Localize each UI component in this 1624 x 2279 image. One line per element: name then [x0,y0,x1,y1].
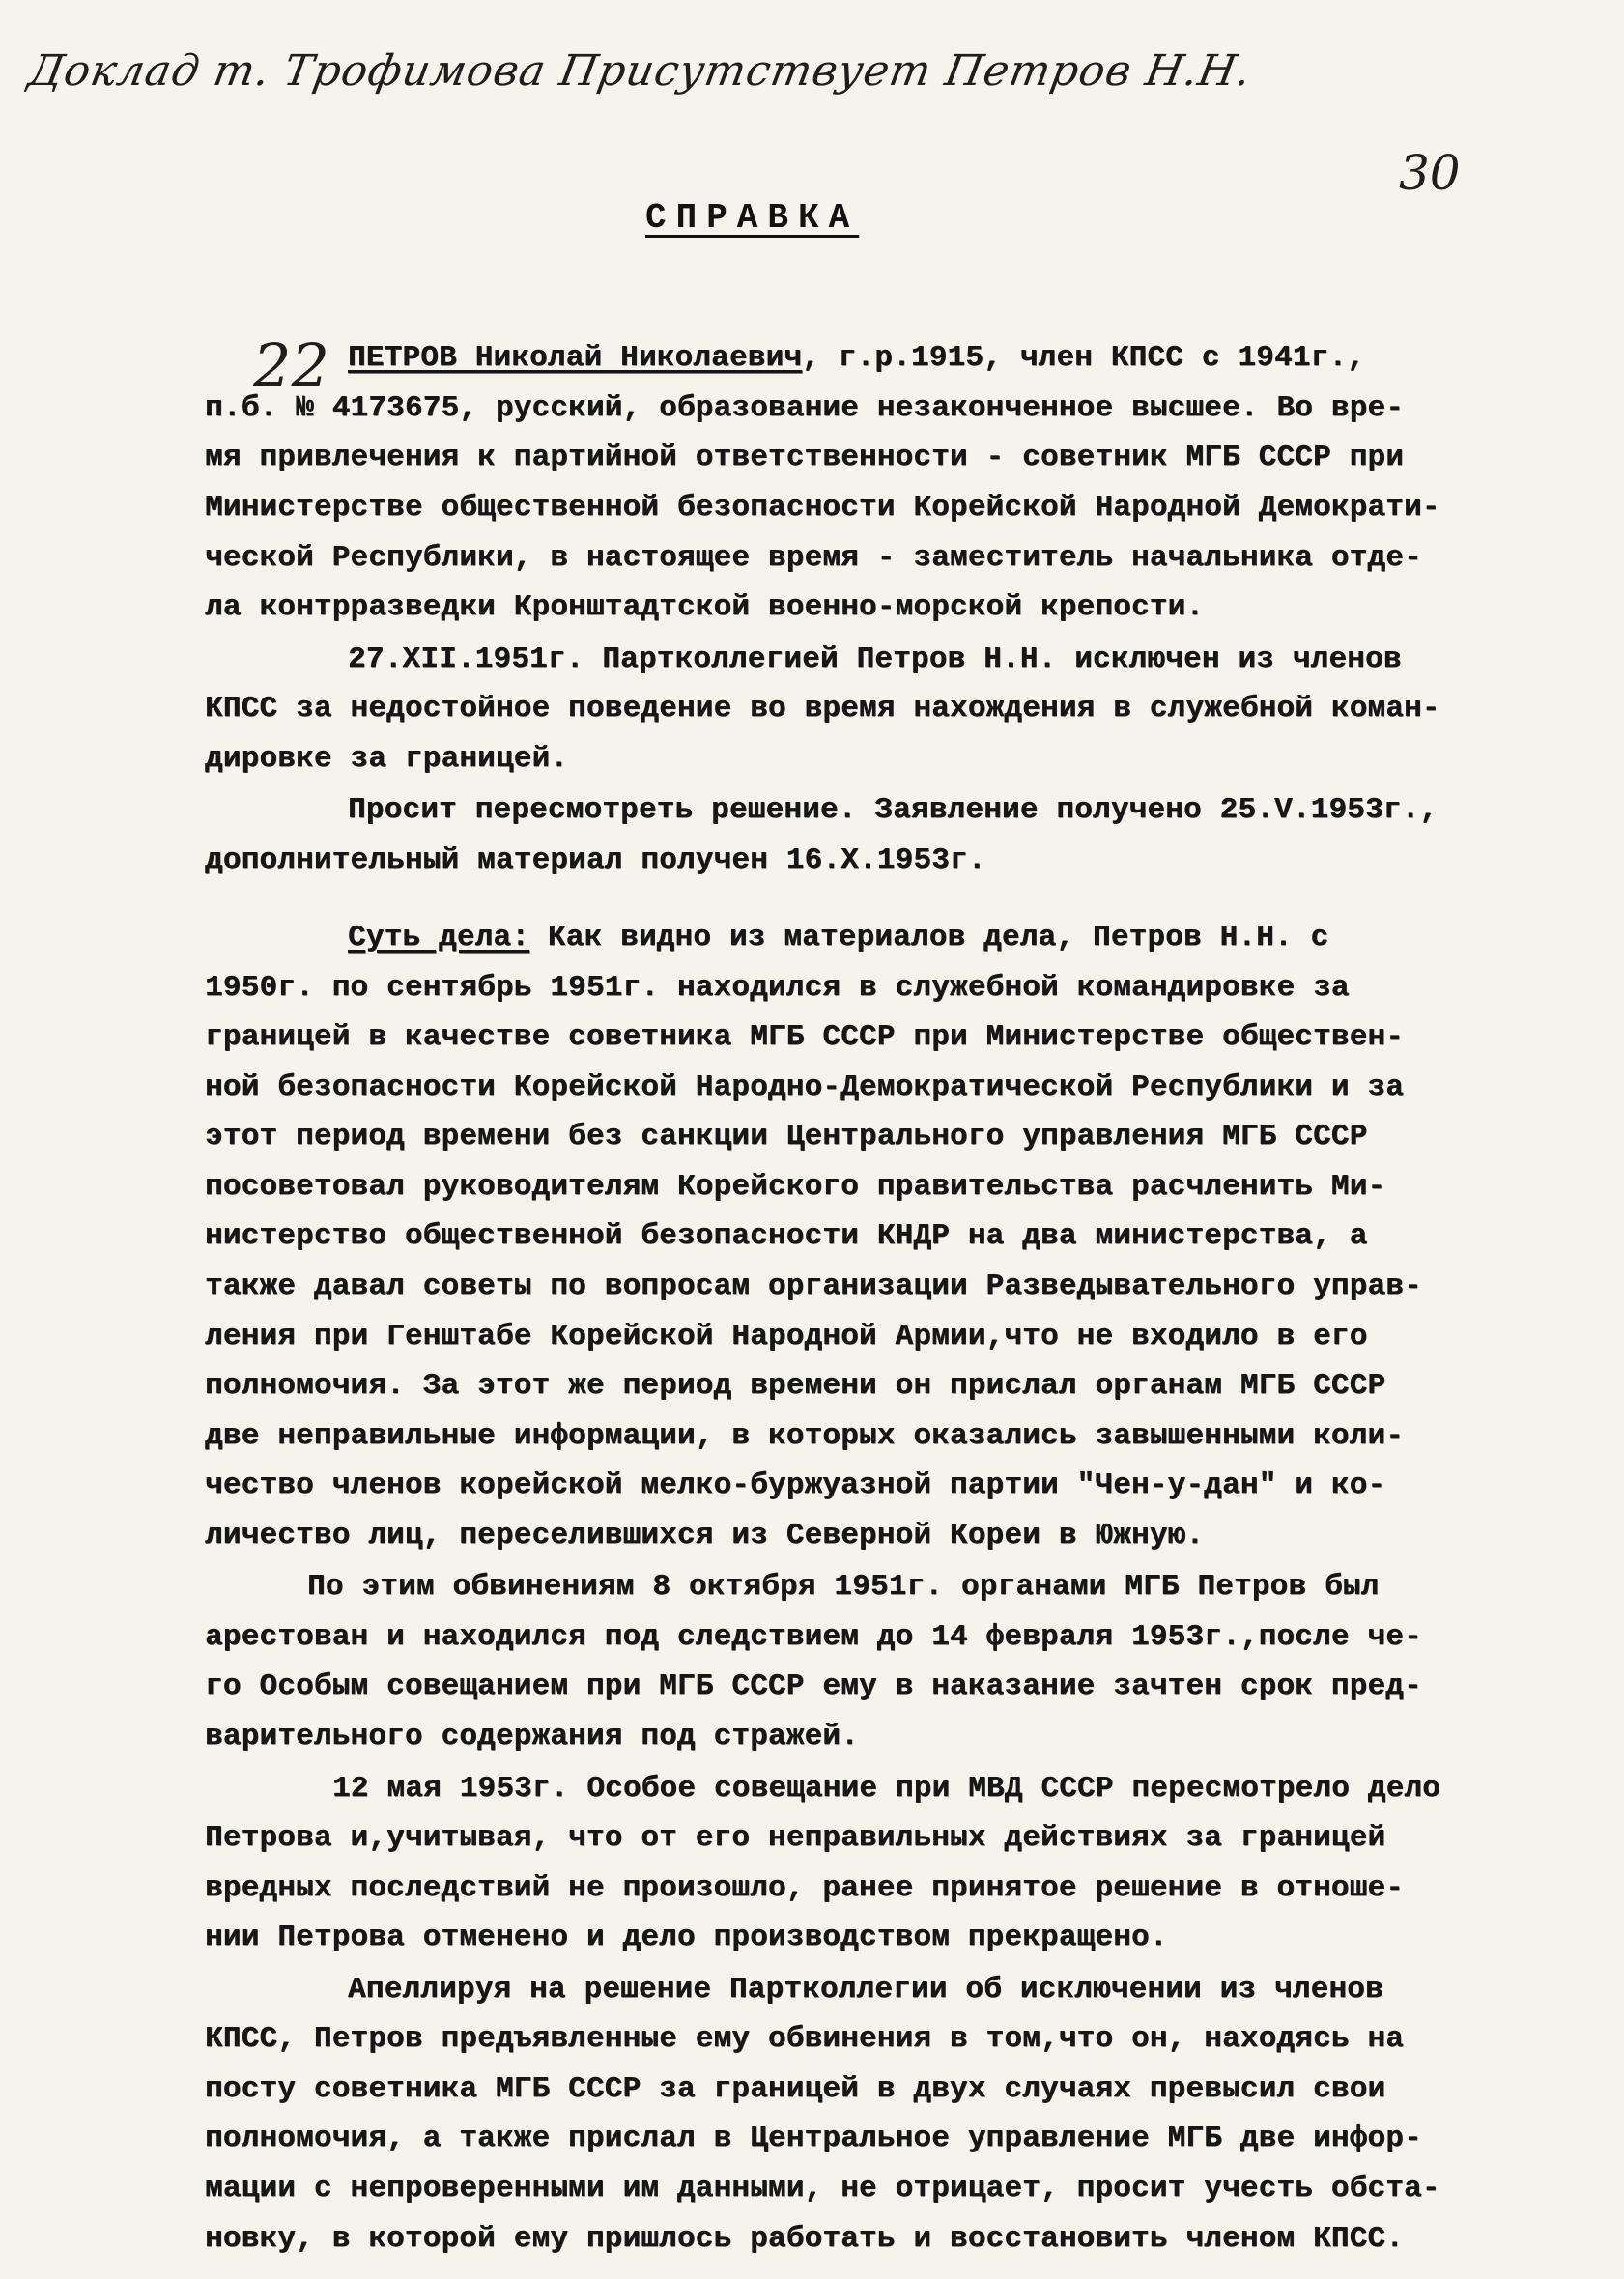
line-text: чество членов корейской мелко-буржуазной партии "Чен-у-дан" и ко- [205,1468,1386,1502]
underlined-text: ПЕТРОВ Николай Николаевич [348,341,803,375]
text-line [205,1622,1422,1652]
text-line [205,1072,1404,1102]
line-text: КПСС, Петров предъявленные ему обвинения в том,что он, находясь на [205,2022,1404,2056]
line-text: 27.XII.1951г. Партколлегией Петров Н.Н. исключен из членов [348,642,1402,676]
line-text: Петрова и,учитывая, что от его неправильных действиях за границей [205,1821,1386,1855]
line-text: посоветовал руководителям Корейского правительства расчленить Ми- [205,1170,1386,1204]
text-line [348,923,1328,953]
text-line [205,1172,1385,1202]
text-line [348,343,1365,373]
handwritten-item-number: 22 [253,330,329,401]
text-line [332,1774,1440,1804]
text-line [348,1975,1383,2005]
text-line [348,795,1438,825]
text-line [205,493,1440,523]
line-text: дополнительный материал получен 16.X.1953г. [205,843,986,877]
document-title: СПРАВКА [645,198,860,238]
text-line [205,2074,1385,2104]
text-line [205,2024,1404,2054]
text-line [205,694,1440,724]
line-text: нистерство общественной безопасности КНДР на два министерства, а [205,1219,1368,1253]
line-text: Как видно из материалов дела, Петров Н.Н. с [529,921,1329,954]
text-line [205,543,1422,573]
line-text: КПСС за недостойное поведение во время нахождения в служебной коман- [205,692,1440,726]
line-text: мя привлечения к партийной ответственности - советник МГБ СССР при [205,441,1404,474]
line-text: арестован и находился под следствием до 14 февраля 1953г.,после че- [205,1620,1422,1654]
line-text: ла контрразведки Кронштадтской военно-морской крепости. [205,590,1205,624]
underlined-text: Суть дела: [348,921,530,954]
text-line [205,1873,1404,1903]
line-text: 1950г. по сентябрь 1951г. находился в служебной командировке за [205,971,1350,1005]
text-line [205,973,1350,1003]
text-line [205,1122,1367,1152]
text-line [205,1371,1385,1401]
line-text: нии Петрова отменено и дело производством прекращено. [205,1921,1168,1954]
line-text: дировке за границей. [205,742,569,776]
text-line [205,2174,1440,2204]
line-text: ческой Республики, в настоящее время - заместитель начальника отде- [205,541,1422,575]
text-line [205,1923,1168,1952]
text-line [348,644,1402,674]
line-text: варительного содержания под стражей. [205,1720,859,1753]
text-line [205,1022,1404,1052]
line-text: вредных последствий не произошло, ранее принятое решение в отноше- [205,1871,1404,1905]
text-line [205,2224,1404,2254]
handwritten-header-note: Доклад т. Трофимова Присутствует Петров Н.Н. [24,46,1256,96]
text-line [205,1470,1385,1500]
line-text: полномочия, а также прислал в Центральное управление МГБ две инфор- [205,2122,1422,2155]
text-line [307,1572,1379,1602]
line-text: также давал советы по вопросам организации Разведывательного управ- [205,1269,1422,1303]
line-text: 12 мая 1953г. Особое совещание при МВД СССР пересмотрело дело [332,1772,1440,1806]
line-text: новку, в которой ему пришлось работать и восстановить членом КПСС. [205,2222,1404,2256]
text-line [205,1322,1367,1352]
text-line [205,744,568,774]
line-text: личество лиц, переселившихся из Северной Кореи в Южную. [205,1519,1205,1553]
text-line [205,1823,1385,1853]
text-line [205,1271,1422,1301]
text-line [205,1521,1204,1551]
line-text: ления при Генштабе Корейской Народной Армии,что не входило в его [205,1320,1368,1353]
text-line [205,393,1404,423]
line-text: , г.р.1915, член КПСС с 1941г., [802,341,1365,375]
line-text: Просит пересмотреть решение. Заявление получено 25.V.1953г., [348,793,1439,827]
line-text: п.б. № 4173675, русский, образование незаконченное высшее. Во вре- [205,391,1404,425]
line-text: По этим обвинениям 8 октября 1951г. органами МГБ Петров был [307,1570,1380,1604]
line-text: посту советника МГБ СССР за границей в двух случаях превысил свои [205,2072,1386,2106]
text-line [205,1722,859,1752]
line-text: ной безопасности Корейской Народно-Демократической Республики и за [205,1070,1404,1104]
line-text: границей в качестве советника МГБ СССР при Министерстве обществен- [205,1020,1404,1054]
text-line [205,442,1404,472]
handwritten-page-number: 30 [1399,145,1461,201]
line-text: мации с непроверенными им данными, не отрицает, просит учесть обста- [205,2172,1440,2206]
text-line [205,1221,1367,1251]
text-line [205,2123,1422,2153]
text-line [205,592,1204,622]
line-text: Министерстве общественной безопасности Корейской Народной Демократи- [205,491,1440,525]
text-line [205,1671,1422,1701]
line-text: го Особым совещанием при МГБ СССР ему в наказание зачтен срок пред- [205,1669,1422,1703]
line-text: этот период времени без санкции Центрального управления МГБ СССР [205,1120,1368,1154]
line-text: Апеллируя на решение Партколлегии об исключении из членов [348,1973,1383,2007]
line-text: две неправильные информации, в которых оказались завышенными коли- [205,1419,1404,1453]
line-text: полномочия. За этот же период времени он прислал органам МГБ СССР [205,1369,1386,1403]
text-line [205,845,986,875]
text-line [205,1421,1404,1451]
